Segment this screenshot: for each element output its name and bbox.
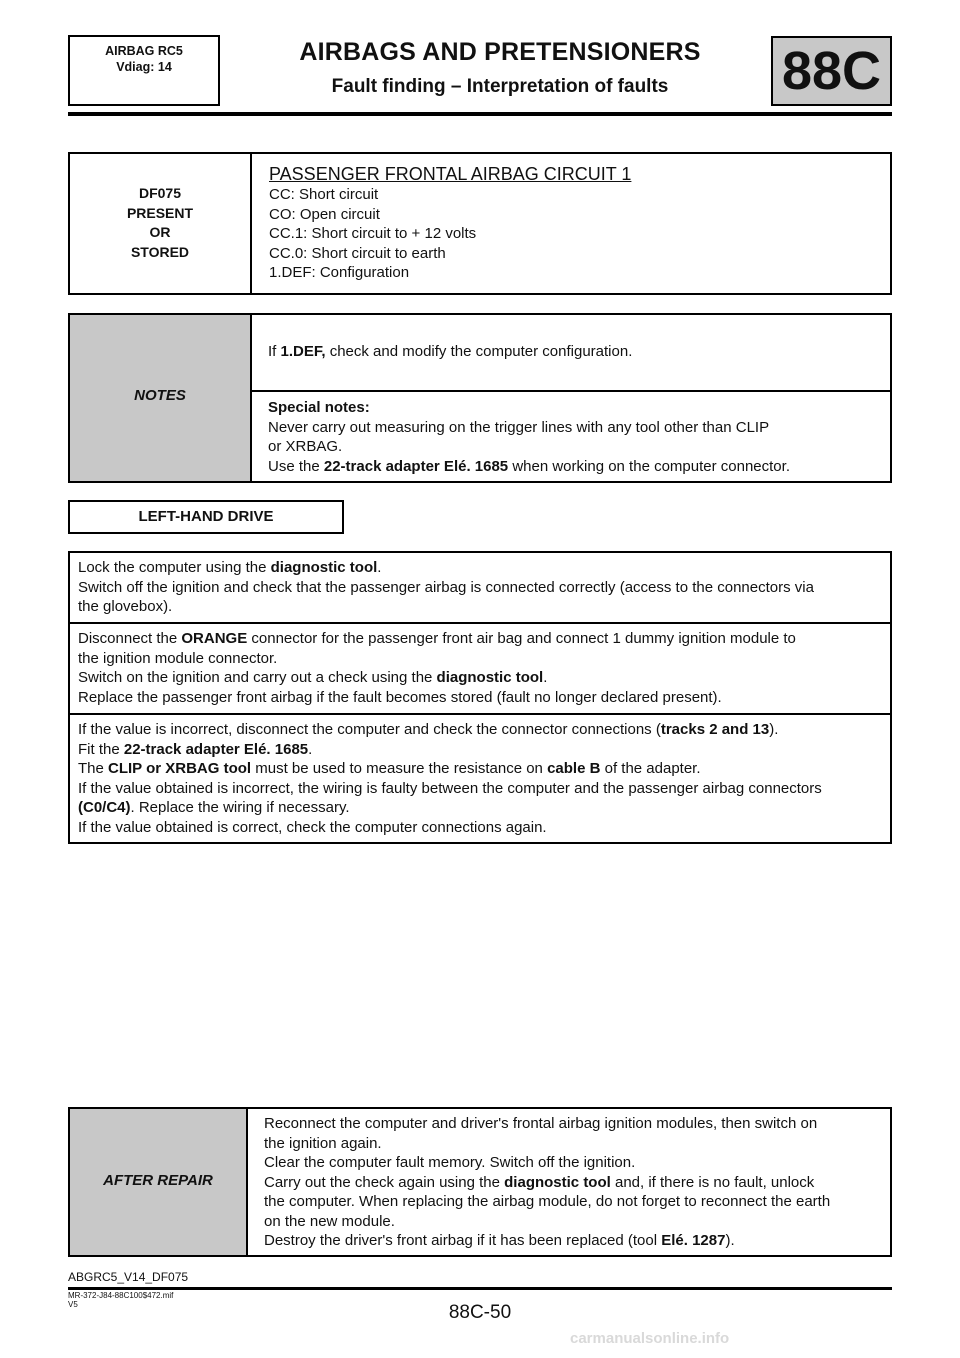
watermark: carmanualsonline.info	[570, 1330, 730, 1347]
text-line: on the new module.	[264, 1212, 395, 1230]
file-version: V5	[68, 1300, 78, 1309]
fault-status-stored: STORED	[130, 243, 190, 260]
text-line: Replace the passenger front airbag if the fault becomes stored (fault no longer declared present).	[78, 688, 722, 706]
text-run: Destroy the driver's front airbag if it has been replaced (tool	[264, 1232, 662, 1249]
text-bold: Elé. 1287	[661, 1232, 726, 1249]
text-bold: diagnostic tool	[270, 559, 378, 576]
text-run: If	[268, 343, 281, 360]
text-bold: 22-track adapter Elé. 1685	[123, 740, 309, 758]
steps-divider-1	[68, 622, 892, 624]
text-run: The	[78, 760, 109, 777]
notes-config	[268, 342, 878, 362]
text-run: Lock the computer using the	[78, 559, 271, 576]
notes-divider	[250, 313, 252, 483]
text-line: Switch off the ignition and check that the passenger airbag is connected correctly (access to the connectors via	[78, 578, 814, 596]
steps-divider-2	[68, 713, 892, 715]
file-name: MR-372-J84-88C100$472.mif	[68, 1291, 174, 1300]
footer-divider	[68, 1287, 892, 1290]
text-run: when working on the computer connector.	[508, 457, 790, 475]
text-run: of the adapter.	[600, 760, 701, 777]
text-run: ).	[725, 1232, 735, 1249]
text-bold: 1.DEF,	[280, 343, 326, 360]
text-bold: 22-track adapter Elé. 1685	[323, 457, 509, 475]
special-line: Never carry out measuring on the trigger lines with any tool other than CLIP	[268, 418, 770, 436]
special-line	[268, 457, 883, 477]
text-bold: tracks 2 and 13	[660, 721, 770, 738]
text-bold: cable B	[547, 760, 601, 777]
text-line: Clear the computer fault memory. Switch off the ignition.	[264, 1154, 636, 1171]
fault-status-present: PRESENT	[126, 204, 194, 221]
fault-box-divider	[250, 152, 252, 295]
text-line: the ignition module connector.	[78, 649, 278, 667]
step-2	[78, 629, 883, 707]
text-line: If the value obtained is correct, check the computer connections again.	[78, 818, 547, 836]
after-repair-label: AFTER REPAIR	[103, 1172, 213, 1189]
fault-description	[269, 163, 869, 283]
header-divider	[68, 112, 892, 116]
text-run: and, if there is no fault, unlock	[610, 1173, 815, 1191]
page-subtitle: Fault finding – Interpretation of faults	[331, 76, 669, 97]
text-run: ).	[769, 721, 779, 738]
fault-code: DF075	[138, 185, 182, 201]
document-reference: ABGRC5_V14_DF075	[68, 1270, 189, 1284]
notes-special	[268, 398, 883, 476]
text-run: Disconnect the	[78, 630, 182, 647]
fault-line: 1.DEF: Configuration	[269, 264, 410, 281]
section-label: LEFT-HAND DRIVE	[138, 508, 274, 525]
fault-line: CC: Short circuit	[269, 186, 379, 203]
notes-label: NOTES	[134, 387, 186, 404]
fault-line: CO: Open circuit	[269, 205, 380, 223]
page-title: AIRBAGS AND PRETENSIONERS	[299, 38, 701, 66]
module-badge	[68, 35, 220, 106]
text-line: Reconnect the computer and driver's frontal airbag ignition modules, then switch on	[264, 1115, 818, 1132]
step-3	[78, 720, 886, 837]
text-line: the ignition again.	[264, 1134, 382, 1152]
text-line: If the value obtained is incorrect, the wiring is faulty between the computer and the passenger airbag connectors	[78, 779, 822, 797]
fault-status-or: OR	[149, 224, 171, 240]
after-repair-divider	[246, 1107, 248, 1257]
fault-line: CC.0: Short circuit to earth	[269, 244, 446, 262]
fault-title: PASSENGER FRONTAL AIRBAG CIRCUIT 1	[269, 164, 632, 184]
text-run: .	[377, 559, 382, 576]
page-number: 88C-50	[448, 1302, 512, 1323]
step-1	[78, 558, 883, 617]
text-bold: CLIP or XRBAG tool	[108, 760, 252, 777]
text-run: must be used to measure the resistance on	[251, 760, 548, 777]
section-code-badge: 88C	[771, 36, 892, 106]
text-run: Carry out the check again using the	[264, 1173, 505, 1191]
text-run: . Replace the wiring if necessary.	[130, 799, 350, 816]
text-run: .	[543, 669, 548, 686]
text-run: .	[308, 740, 313, 758]
fault-line: CC.1: Short circuit to + 12 volts	[269, 225, 477, 242]
text-bold: diagnostic tool	[436, 669, 544, 686]
text-run: Switch on the ignition and carry out a check using the	[78, 669, 437, 686]
special-notes-title: Special notes:	[268, 399, 370, 416]
text-bold: (C0/C4)	[78, 799, 131, 816]
module-vdiag: Vdiag: 14	[116, 60, 172, 74]
text-bold: diagnostic tool	[504, 1173, 611, 1191]
after-repair-text	[264, 1114, 884, 1251]
text-line: the glovebox).	[78, 598, 173, 615]
fault-status	[70, 184, 250, 262]
text-bold: ORANGE	[181, 630, 248, 647]
text-run: Use the	[268, 457, 324, 475]
notes-row-divider	[250, 390, 892, 392]
text-run: Fit the	[78, 740, 124, 758]
special-line: or XRBAG.	[268, 438, 343, 455]
text-run: connector for the passenger front air bag and connect 1 dummy ignition module to	[247, 630, 796, 647]
text-run: If the value is incorrect, disconnect the computer and check the connector connections (	[78, 721, 661, 738]
text-run: check and modify the computer configuration.	[325, 343, 633, 360]
module-name: AIRBAG RC5	[105, 44, 183, 58]
text-line: the computer. When replacing the airbag module, do not forget to reconnect the earth	[264, 1193, 831, 1210]
